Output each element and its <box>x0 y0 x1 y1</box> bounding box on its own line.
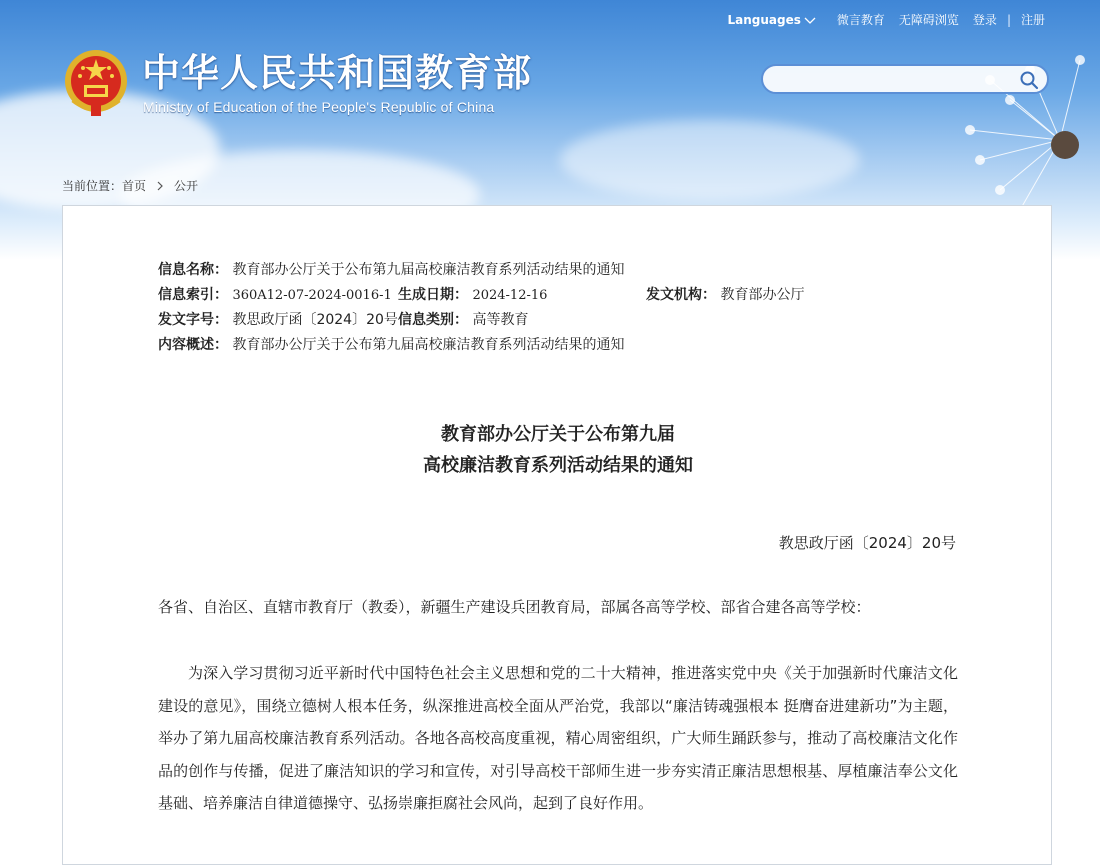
meta-date <box>398 283 547 308</box>
site-title-en: Ministry of Education of the People's Republic of China <box>143 99 495 115</box>
meta-summary-label: 内容概述： <box>158 337 228 353</box>
accessibility-link[interactable]: 无障碍浏览 <box>898 13 959 27</box>
site-title-cn[interactable]: 中华人民共和国教育部 <box>142 51 533 95</box>
meta-summary-value: 教育部办公厅关于公布第九届高校廉洁教育系列活动结果的通知 <box>232 337 625 353</box>
meta-date-value: 2024-12-16 <box>472 288 548 303</box>
meta-name-value: 教育部办公厅关于公布第九届高校廉洁教育系列活动结果的通知 <box>232 262 625 278</box>
breadcrumb <box>62 177 198 194</box>
weiyan-link[interactable]: 微言教育 <box>836 13 885 27</box>
search-box <box>761 64 1049 94</box>
meta-row-summary <box>158 333 624 358</box>
meta-date-label: 生成日期： <box>398 287 468 303</box>
register-link[interactable]: 注册 <box>1020 13 1045 27</box>
document-paragraph: 为深入学习贯彻习近平新时代中国特色社会主义思想和党的二十大精神，推进落实党中央《关于加强新时代廉洁文化建设的意见》，围绕立德树人根本任务，纵深推进高校全面从严治党，我部以“廉洁铸魂强根本 挺膺奋进建新功”为主题，举办了第九届高校廉洁教育系列活动。各地各高校高度重视，精心周密组织，广大师生踊跃参与，推动了高校廉洁文化作品的创作与传播，促进了廉洁知识的学习和宣传，对引导高校干部师生进一步夯实清正廉洁思想根基、厚植廉洁奉公文化基础、培养廉洁自律道德操守、弘扬崇廉拒腐社会风尚，起到了良好作用。 <box>158 664 958 812</box>
meta-row-index <box>158 283 805 308</box>
meta-row-docno <box>158 308 624 333</box>
divider: | <box>1006 12 1011 27</box>
article-panel <box>62 205 1052 865</box>
meta-row-name <box>158 258 624 283</box>
meta-category-value: 高等教育 <box>472 312 529 328</box>
meta-org-label: 发文机构： <box>646 287 716 303</box>
languages-dropdown[interactable] <box>728 13 816 27</box>
login-link[interactable]: 登录 <box>972 13 997 27</box>
meta-org <box>646 283 804 308</box>
document-title <box>63 419 1053 481</box>
chevron-right-icon <box>156 181 164 191</box>
cloud-decoration <box>560 120 860 200</box>
chevron-down-icon <box>804 15 816 25</box>
languages-label: Languages <box>727 12 801 27</box>
breadcrumb-public[interactable]: 公开 <box>174 179 199 193</box>
meta-docno-value: 教思政厅函〔2024〕20号 <box>232 312 398 328</box>
meta-docno-label: 发文字号： <box>158 312 228 328</box>
meta-name-label: 信息名称： <box>158 262 228 278</box>
document-salutation: 各省、自治区、直辖市教育厅（教委），新疆生产建设兵团教育局，部属各高等学校、部省合建各高等学校： <box>158 598 871 616</box>
document-title-line2: 高校廉洁教育系列活动结果的通知 <box>423 455 693 476</box>
info-metadata <box>158 258 805 358</box>
meta-index-label: 信息索引： <box>158 287 228 303</box>
meta-index-value: 360A12-07-2024-0016-1 <box>232 288 392 303</box>
breadcrumb-prefix: 当前位置： <box>62 179 123 193</box>
breadcrumb-home[interactable]: 首页 <box>122 179 147 193</box>
search-icon[interactable] <box>1019 70 1039 90</box>
document-number: 教思政厅函〔2024〕20号 <box>778 534 956 552</box>
search-input[interactable] <box>777 70 1021 92</box>
meta-category-label: 信息类别： <box>398 312 468 328</box>
document-title-line1: 教育部办公厅关于公布第九届 <box>441 424 675 445</box>
top-nav <box>728 11 1053 28</box>
meta-category <box>398 308 528 333</box>
national-emblem-icon[interactable] <box>63 48 129 118</box>
meta-org-value: 教育部办公厅 <box>720 287 805 303</box>
